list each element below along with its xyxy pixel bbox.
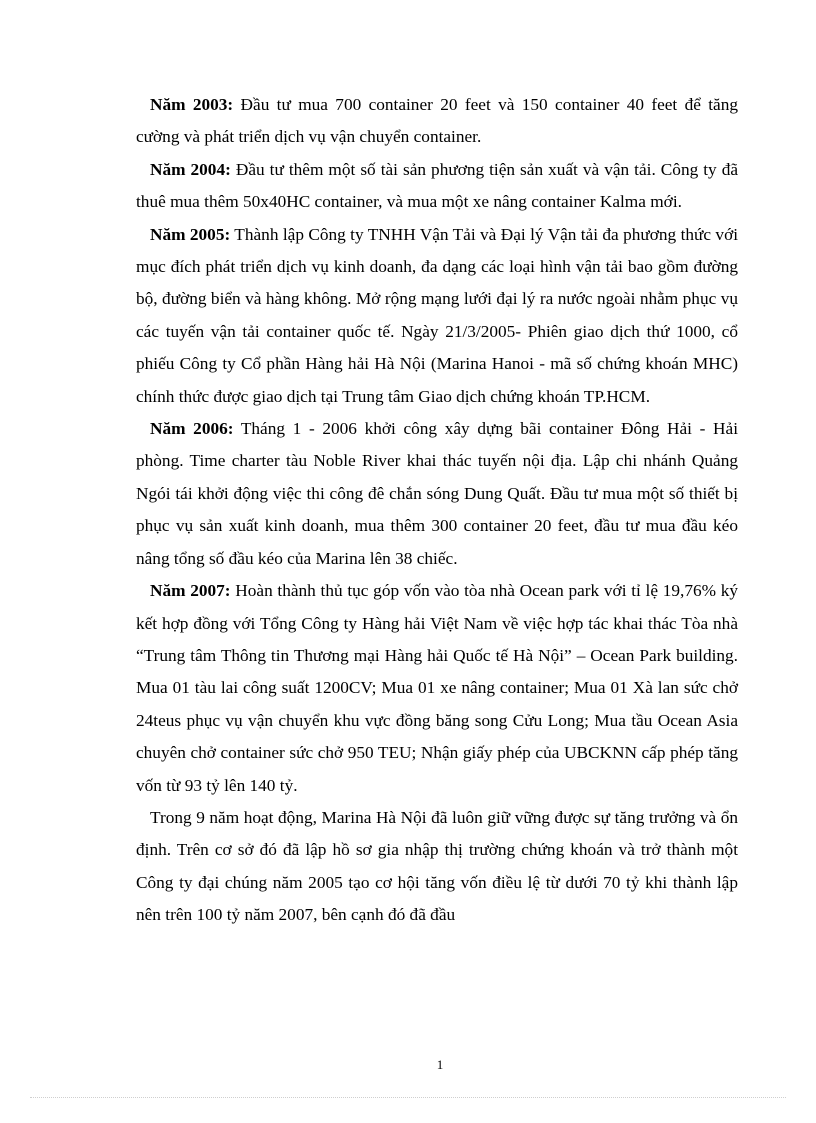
year-label-2006: Năm 2006: bbox=[150, 419, 234, 439]
year-label-2003: Năm 2003: bbox=[150, 95, 234, 114]
paragraph-text-2006: Tháng 1 - 2006 khởi công xây dựng bãi container Đông Hải - Hải phòng. Time charter tàu Noble River khai thác tuyến nội địa. Lập chi nhánh Quảng Ngói tái khởi động việc thi công đê chắn sóng Dung Quất. Đầu tư mua một số thiết bị phục vụ sản xuất kinh doanh, mua thêm 300 container 20 feet, đầu tư mua đầu kéo nâng tổng số đầu kéo của Marina lên 38 chiếc. bbox=[136, 419, 739, 568]
paragraph-2004 bbox=[136, 154, 738, 219]
paragraph-2006 bbox=[136, 413, 738, 575]
paragraph-text-2004: Đầu tư thêm một số tài sản phương tiện sản xuất và vận tải. Công ty đã thuê mua thêm 50x40HC container, và mua một xe nâng container Kalma mới. bbox=[136, 159, 739, 212]
paragraph-text-2007: Hoàn thành thủ tục góp vốn vào tòa nhà Ocean park với tỉ lệ 19,76% ký kết hợp đồng với Tổng Công ty Hàng hải Việt Nam về việc hợp tác khai thác Tòa nhà “Trung tâm Thông tin Thương mại Hàng hải Quốc tế Hà Nội” – Ocean Park building. Mua 01 tàu lai công suất 1200CV; Mua 01 xe nâng container; Mua 01 Xà lan sức chở 24teus phục vụ vận chuyển khu vực đồng băng song Cửu Long; Mua tầu Ocean Asia chuyên chở container sức chở 950 TEU; Nhận giấy phép của UBCKNN cấp phép tăng vốn từ 93 tỷ lên 140 tỷ. bbox=[136, 581, 738, 795]
year-label-2005: Năm 2005: bbox=[150, 224, 231, 244]
page-number: 1 bbox=[436, 1057, 444, 1072]
paragraph-2007 bbox=[136, 575, 738, 802]
document-body bbox=[136, 89, 738, 932]
page-bottom-divider bbox=[30, 1097, 786, 1098]
paragraph-2003 bbox=[136, 89, 738, 154]
paragraph-summary bbox=[136, 802, 738, 932]
paragraph-text-2003: Đầu tư mua 700 container 20 feet và 150 container 40 feet để tăng cường và phát triển dịch vụ vận chuyển container. bbox=[136, 95, 738, 147]
paragraph-text-summary: Trong 9 năm hoạt động, Marina Hà Nội đã luôn giữ vững được sự tăng trưởng và ổn định. Trên cơ sở đó đã lập hồ sơ gia nhập thị trường chứng khoán và trở thành một Công ty đại chúng năm 2005 tạo cơ hội tăng vốn điều lệ từ dưới 70 tỷ khi thành lập nên trên 100 tỷ năm 2007, bên cạnh đó đã đầu bbox=[136, 807, 738, 925]
paragraph-2005 bbox=[136, 219, 738, 413]
year-label-2007: Năm 2007: bbox=[150, 581, 231, 601]
paragraph-text-2005: Thành lập Công ty TNHH Vận Tải và Đại lý Vận tải đa phương thức với mục đích phát triển dịch vụ kinh doanh, đa dạng các loại hình vận tải bao gồm đường bộ, đường biển và hàng không. Mở rộng mạng lưới đại lý ra nước ngoài nhằm phục vụ các tuyến vận tải container quốc tế. Ngày 21/3/2005- Phiên giao dịch thứ 1000, cổ phiếu Công ty Cổ phần Hàng hải Hà Nội (Marina Hanoi - mã số chứng khoán MHC) chính thức được giao dịch tại Trung tâm Giao dịch chứng khoán TP.HCM. bbox=[136, 224, 739, 406]
year-label-2004: Năm 2004: bbox=[150, 159, 231, 179]
